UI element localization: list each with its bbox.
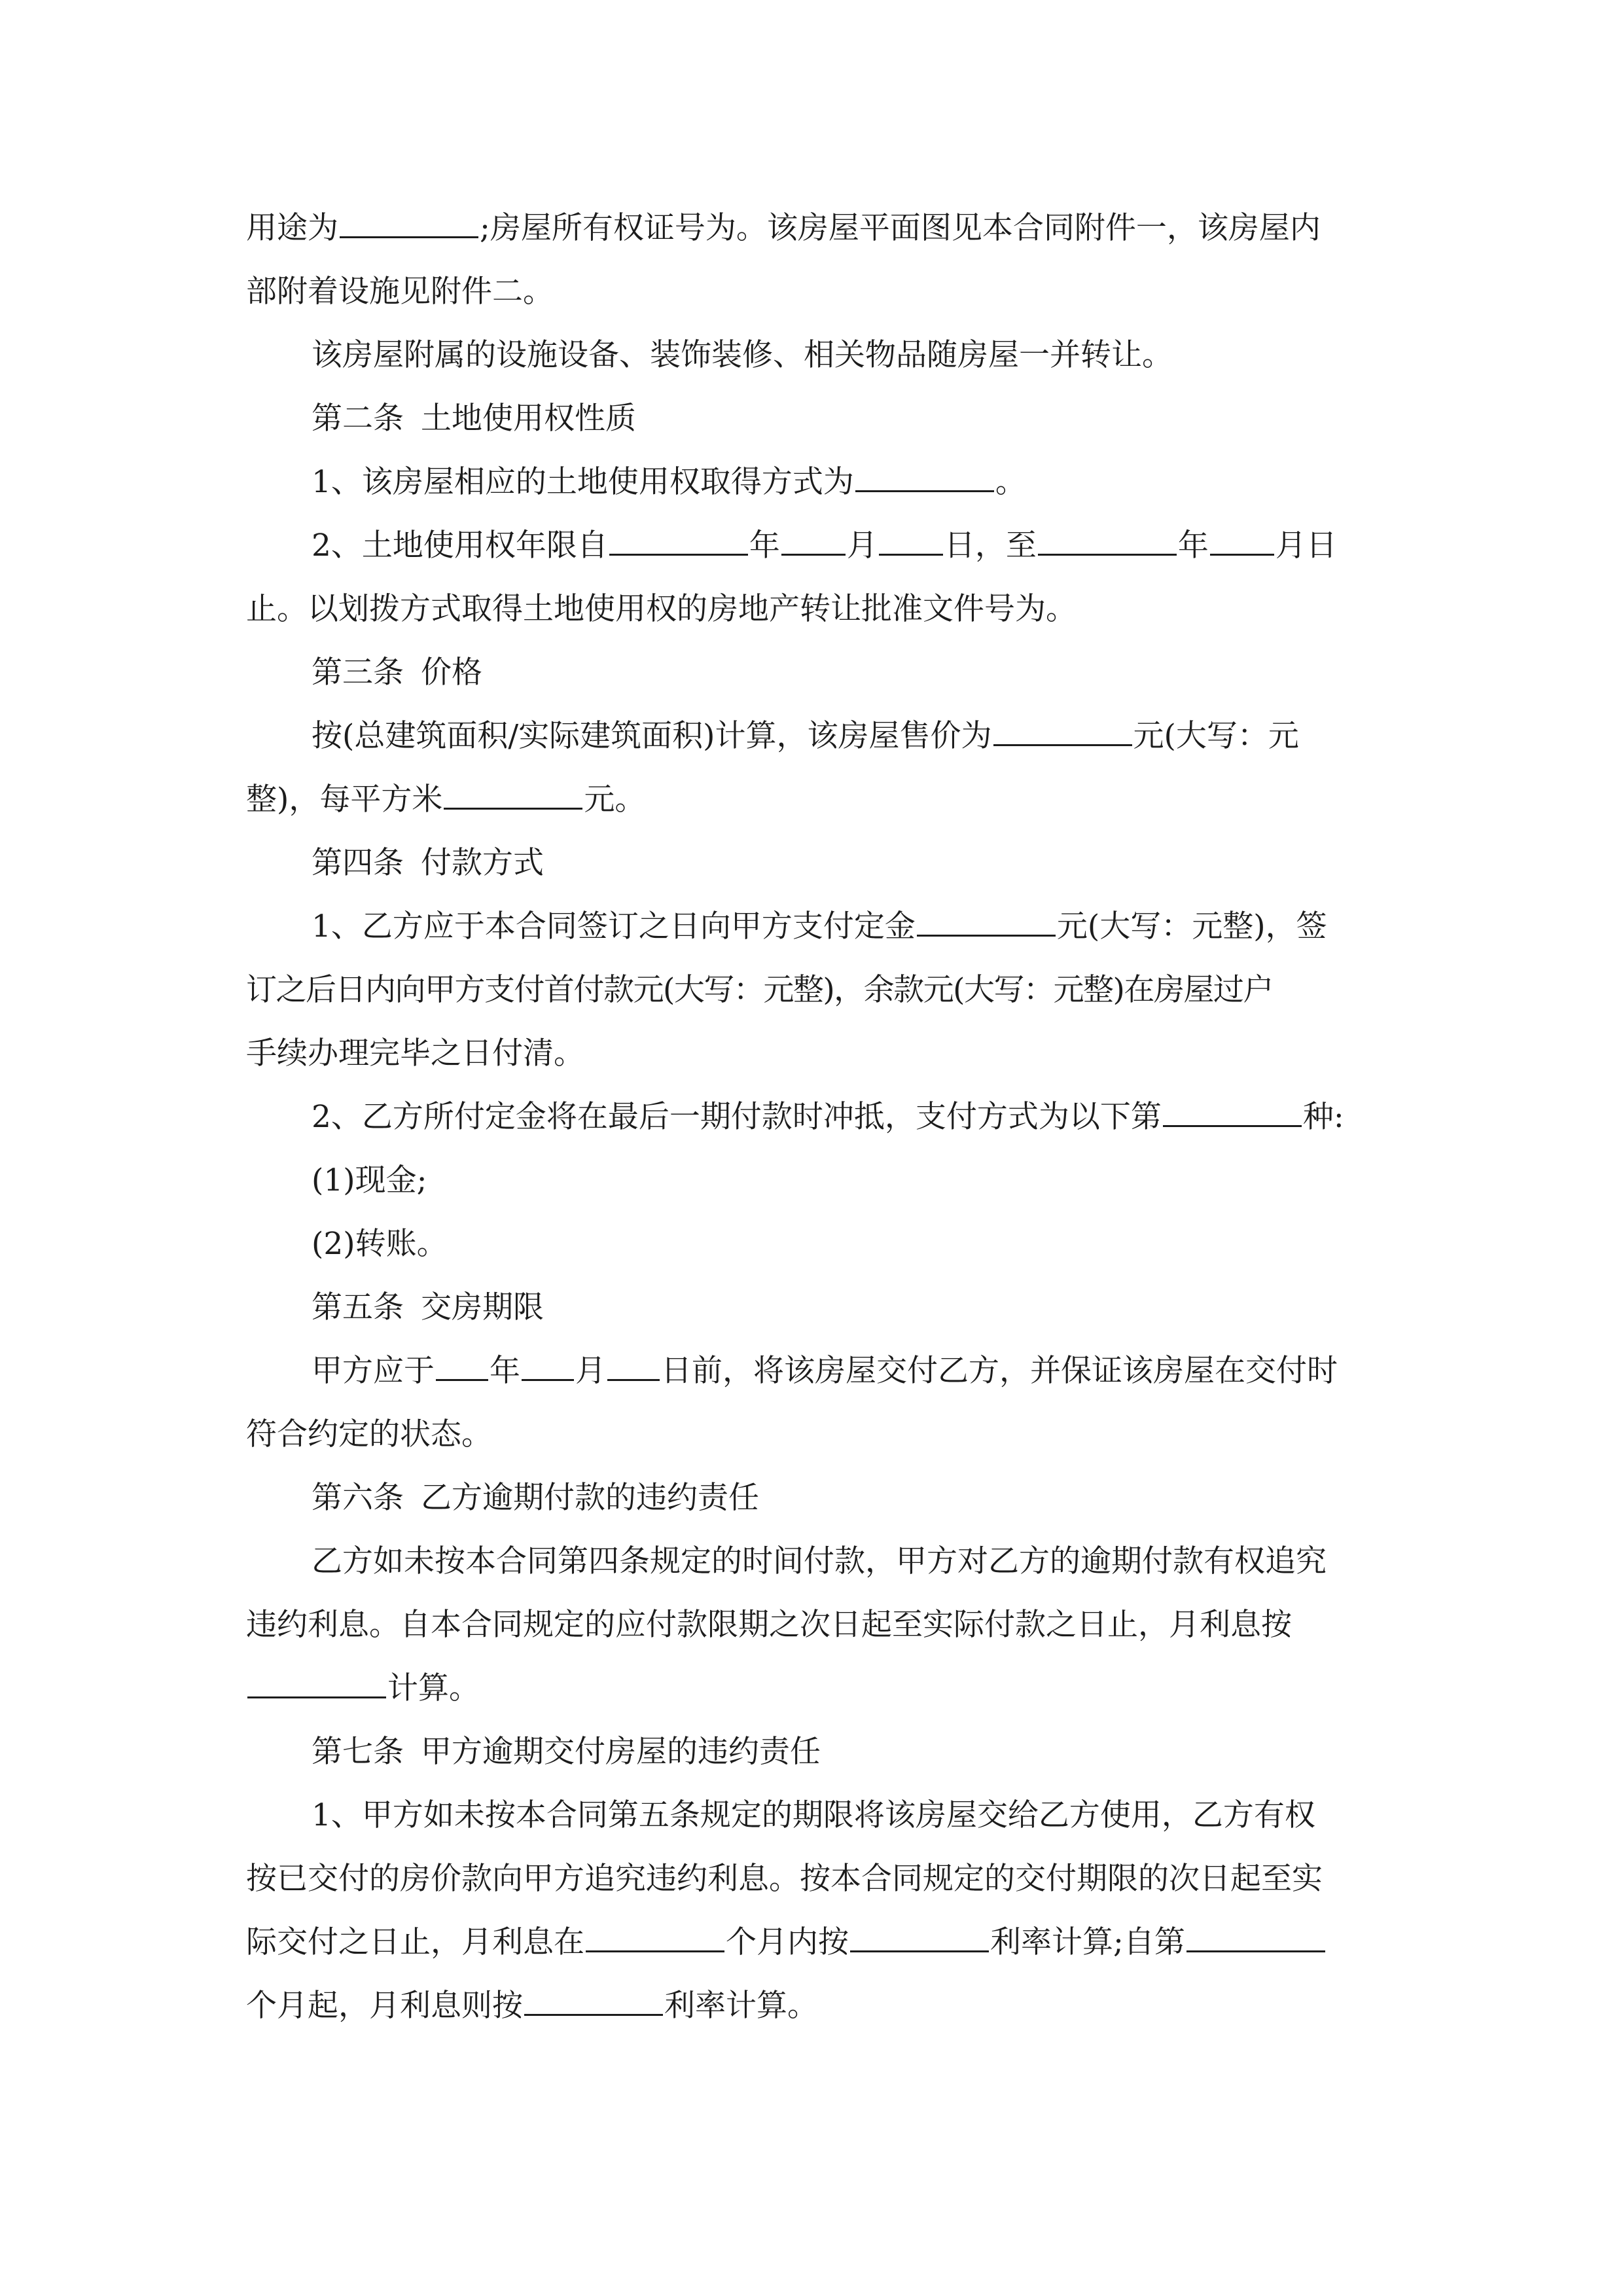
article-heading bbox=[246, 1276, 1377, 1339]
article-title: 付款方式 bbox=[421, 845, 544, 881]
text-run: 违约利息。自本合同规定的应付款限期之次日起至实际付款之日止，月利息按 bbox=[246, 1607, 1292, 1643]
text-line bbox=[246, 1974, 1377, 2037]
text-line bbox=[246, 768, 1377, 831]
text-line bbox=[246, 1910, 1377, 1974]
text-run: 利率计算。 bbox=[664, 1988, 818, 2024]
clause-item bbox=[246, 895, 1377, 958]
fill-blank bbox=[444, 807, 582, 810]
fill-blank bbox=[1163, 1124, 1302, 1127]
fill-blank bbox=[340, 236, 478, 238]
text-line bbox=[246, 577, 1377, 641]
text-run: 2、乙方所付定金将在最后一期付款时冲抵，支付方式为以下第 bbox=[312, 1099, 1162, 1135]
article-title: 乙方逾期付款的违约责任 bbox=[421, 1480, 759, 1516]
text-line bbox=[246, 1593, 1377, 1657]
text-run: 年 bbox=[1177, 528, 1209, 564]
fill-blank bbox=[850, 1950, 989, 1952]
text-run: 订之后日内向甲方支付首付款元(大写：元整)，余款元(大写：元整)在房屋过户 bbox=[246, 972, 1273, 1008]
fill-blank bbox=[879, 553, 943, 556]
text-run: 按已交付的房价款向甲方追究违约利息。按本合同规定的交付期限的次日起至实 bbox=[246, 1861, 1323, 1897]
fill-blank bbox=[607, 1378, 660, 1381]
article-number: 第五条 bbox=[312, 1289, 404, 1325]
text-run: 元(大写：元整)，签 bbox=[1056, 908, 1327, 944]
text-run: 元。 bbox=[584, 781, 646, 817]
fill-blank bbox=[855, 490, 994, 492]
text-run: 乙方如未按本合同第四条规定的时间付款，甲方对乙方的逾期付款有权追究 bbox=[312, 1543, 1327, 1579]
article-heading bbox=[246, 641, 1377, 704]
text-run: 个月起，月利息则按 bbox=[246, 1988, 523, 2024]
text-run: 符合约定的状态。 bbox=[246, 1416, 492, 1452]
article-title: 交房期限 bbox=[421, 1289, 544, 1325]
fill-blank bbox=[781, 553, 846, 556]
text-run: 计算。 bbox=[387, 1670, 480, 1706]
list-item bbox=[246, 1149, 1377, 1212]
text-run: 按(总建筑面积/实际建筑面积)计算，该房屋售价为 bbox=[312, 718, 992, 754]
fill-blank bbox=[1038, 553, 1177, 556]
text-run: 该房屋附属的设施设备、装饰装修、相关物品随房屋一并转让。 bbox=[312, 337, 1173, 373]
paragraph-usage bbox=[246, 196, 1377, 323]
text-run: 部附着设施见附件二。 bbox=[246, 274, 554, 310]
text-run: 日前，将该房屋交付乙方，并保证该房屋在交付时 bbox=[661, 1353, 1338, 1389]
text-run: 月日 bbox=[1275, 528, 1337, 564]
fill-blank bbox=[993, 744, 1132, 746]
fill-blank bbox=[609, 553, 748, 556]
fill-blank bbox=[436, 1378, 488, 1381]
clause-item bbox=[246, 1339, 1377, 1403]
fill-blank bbox=[247, 1696, 386, 1698]
fill-blank bbox=[522, 1378, 574, 1381]
article-title: 价格 bbox=[421, 655, 482, 691]
paragraph-attached-facilities bbox=[246, 323, 1377, 387]
text-line bbox=[246, 1657, 1377, 1720]
text-run: 1、乙方应于本合同签订之日向甲方支付定金 bbox=[312, 908, 916, 944]
article-title: 甲方逾期交付房屋的违约责任 bbox=[421, 1734, 821, 1770]
contract-body bbox=[246, 196, 1377, 2037]
text-run: 种: bbox=[1302, 1099, 1344, 1135]
text-run: 甲方应于 bbox=[312, 1353, 435, 1389]
clause-item bbox=[246, 1784, 1377, 1847]
text-run: 用途为 bbox=[246, 210, 338, 246]
clause-item bbox=[246, 704, 1377, 768]
text-run: 1、该房屋相应的土地使用权取得方式为 bbox=[312, 464, 854, 500]
article-number: 第三条 bbox=[312, 655, 404, 691]
clause-item bbox=[246, 450, 1377, 514]
text-run: 月 bbox=[575, 1353, 606, 1389]
fill-blank bbox=[1210, 553, 1274, 556]
fill-blank bbox=[917, 934, 1056, 937]
text-line bbox=[246, 1847, 1377, 1910]
article-number: 第二条 bbox=[312, 401, 404, 437]
fill-blank bbox=[524, 2013, 663, 2016]
text-run: 日，至 bbox=[944, 528, 1037, 564]
text-run: 年 bbox=[749, 528, 780, 564]
text-run: ;房屋所有权证号为。该房屋平面图见本合同附件一，该房屋内 bbox=[480, 210, 1321, 246]
text-run: (2)转账。 bbox=[312, 1226, 448, 1262]
article-heading bbox=[246, 1720, 1377, 1784]
fill-blank bbox=[1186, 1950, 1325, 1952]
text-run: 止。以划拨方式取得土地使用权的房地产转让批准文件号为。 bbox=[246, 591, 1077, 627]
text-run: 元(大写：元 bbox=[1133, 718, 1299, 754]
text-run: 1、甲方如未按本合同第五条规定的期限将该房屋交给乙方使用，乙方有权 bbox=[312, 1797, 1315, 1833]
article-number: 第七条 bbox=[312, 1734, 404, 1770]
clause-item bbox=[246, 1530, 1377, 1593]
article-title: 土地使用权性质 bbox=[421, 401, 636, 437]
text-run: 整)，每平方米 bbox=[246, 781, 443, 817]
article-heading bbox=[246, 387, 1377, 450]
clause-item bbox=[246, 514, 1377, 577]
article-heading bbox=[246, 1466, 1377, 1530]
text-run: 手续办理完毕之日付清。 bbox=[246, 1035, 584, 1071]
article-heading bbox=[246, 831, 1377, 895]
text-run: 个月内按 bbox=[726, 1924, 849, 1960]
text-line bbox=[246, 958, 1377, 1022]
list-item bbox=[246, 1212, 1377, 1276]
clause-item bbox=[246, 1085, 1377, 1149]
text-run: 年 bbox=[490, 1353, 520, 1389]
text-run: 2、土地使用权年限自 bbox=[312, 528, 608, 564]
text-line bbox=[246, 260, 1377, 323]
article-number: 第六条 bbox=[312, 1480, 404, 1516]
text-run: (1)现金; bbox=[312, 1162, 427, 1198]
text-run: 际交付之日止，月利息在 bbox=[246, 1924, 584, 1960]
text-line bbox=[246, 1022, 1377, 1085]
text-run: 。 bbox=[995, 464, 1026, 500]
text-run: 月 bbox=[846, 528, 878, 564]
fill-blank bbox=[586, 1950, 724, 1952]
text-line bbox=[246, 1403, 1377, 1466]
text-run: 利率计算;自第 bbox=[990, 1924, 1185, 1960]
text-line bbox=[246, 196, 1377, 260]
article-number: 第四条 bbox=[312, 845, 404, 881]
